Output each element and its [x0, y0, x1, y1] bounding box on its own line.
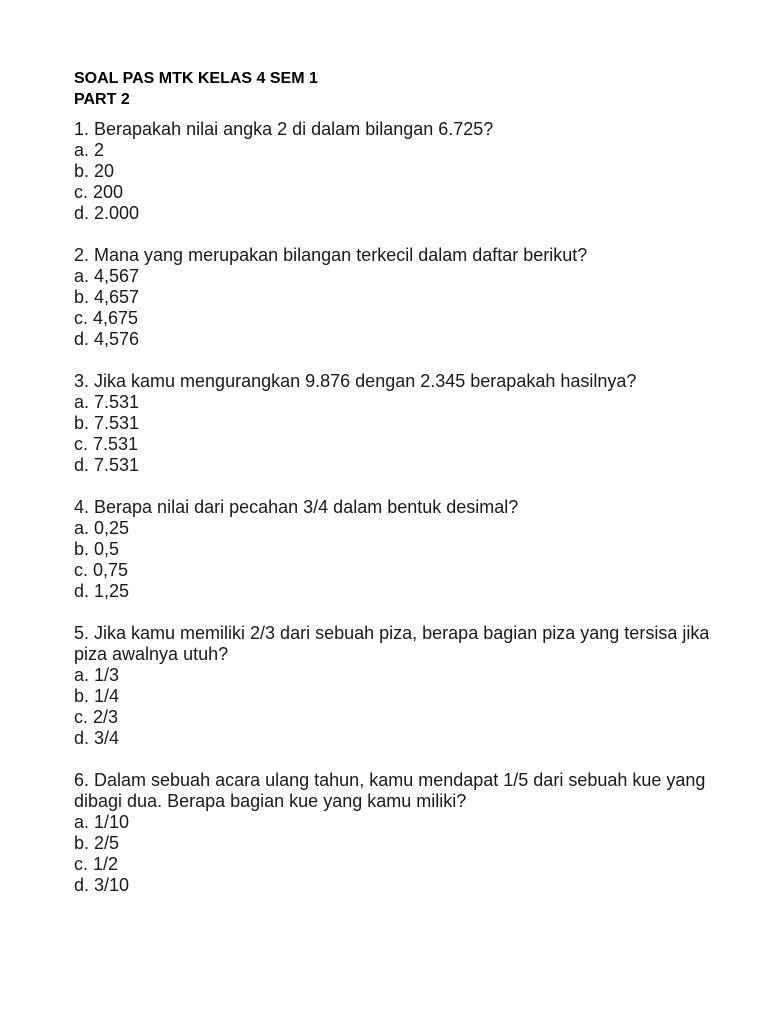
question-1: [74, 119, 724, 224]
option-d: d. 3/4: [74, 728, 120, 748]
option-a: a. 1/10: [74, 812, 130, 832]
option-d: d. 3/10: [74, 875, 130, 895]
option-list: [74, 812, 724, 896]
option-a: a. 2: [74, 140, 105, 160]
option-list: [74, 266, 724, 350]
question-5: [74, 623, 724, 749]
option-c: c. 1/2: [74, 854, 119, 874]
option-list: [74, 518, 724, 602]
document-page: [74, 68, 724, 917]
option-a: a. 0,25: [74, 518, 130, 538]
question-6: [74, 770, 724, 896]
option-c: c. 0,75: [74, 560, 129, 580]
document-title: SOAL PAS MTK KELAS 4 SEM 1: [74, 70, 318, 87]
option-c: c. 4,675: [74, 308, 139, 328]
option-list: [74, 140, 724, 224]
title-block: [74, 68, 724, 110]
question-3: [74, 371, 724, 476]
option-b: b. 1/4: [74, 686, 120, 706]
option-d: d. 1,25: [74, 581, 130, 601]
option-list: [74, 665, 724, 749]
option-a: a. 1/3: [74, 665, 120, 685]
question-text: 5. Jika kamu memiliki 2/3 dari sebuah piza, berapa bagian piza yang tersisa jika piza awalnya utuh?: [74, 623, 710, 664]
option-list: [74, 392, 724, 476]
option-d: d. 7.531: [74, 455, 140, 475]
option-b: b. 7.531: [74, 413, 140, 433]
option-c: c. 200: [74, 182, 124, 202]
option-b: b. 0,5: [74, 539, 120, 559]
question-text: 3. Jika kamu mengurangkan 9.876 dengan 2.345 berapakah hasilnya?: [74, 371, 637, 391]
question-list: [74, 119, 724, 896]
question-4: [74, 497, 724, 602]
option-b: b. 20: [74, 161, 115, 181]
question-2: [74, 245, 724, 350]
question-text: 6. Dalam sebuah acara ulang tahun, kamu mendapat 1/5 dari sebuah kue yang dibagi dua. Berapa bagian kue yang kamu miliki?: [74, 770, 706, 811]
option-b: b. 2/5: [74, 833, 120, 853]
option-c: c. 2/3: [74, 707, 119, 727]
option-c: c. 7.531: [74, 434, 139, 454]
option-a: a. 7.531: [74, 392, 140, 412]
document-subtitle: PART 2: [74, 91, 130, 108]
question-text: 4. Berapa nilai dari pecahan 3/4 dalam bentuk desimal?: [74, 497, 519, 517]
question-text: 1. Berapakah nilai angka 2 di dalam bilangan 6.725?: [74, 119, 494, 139]
option-b: b. 4,657: [74, 287, 140, 307]
option-a: a. 4,567: [74, 266, 140, 286]
question-text: 2. Mana yang merupakan bilangan terkecil dalam daftar berikut?: [74, 245, 588, 265]
option-d: d. 2.000: [74, 203, 140, 223]
option-d: d. 4,576: [74, 329, 140, 349]
